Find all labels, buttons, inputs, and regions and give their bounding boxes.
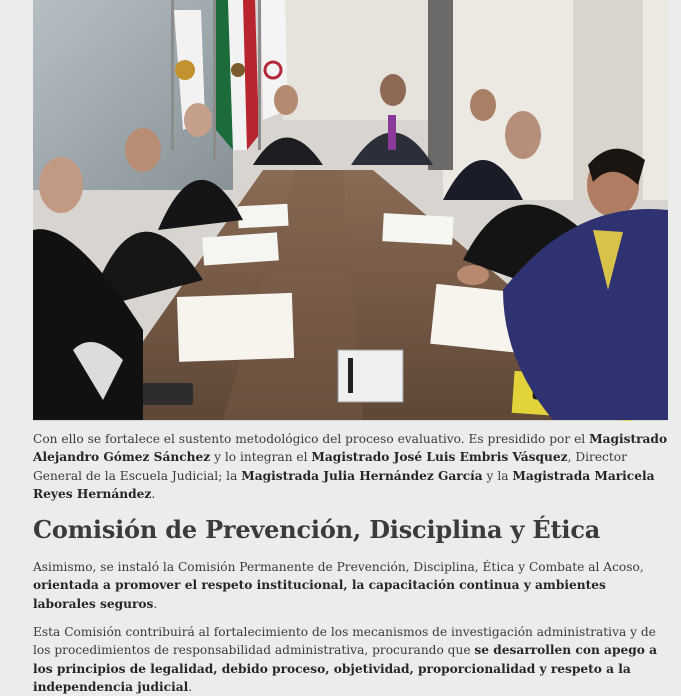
text-run: Asimismo, se instaló la Comisión Permanente de Prevención, Disciplina, Ética y Combate al Acoso,: [33, 560, 644, 575]
paragraph-commission-purpose: [33, 623, 668, 696]
article: [33, 0, 668, 696]
text-run: .: [153, 596, 158, 611]
bold-text-run: Magistrada Julia Hernández García: [241, 468, 483, 483]
text-run: y la: [482, 468, 513, 483]
text-run: .: [188, 679, 193, 694]
text-run: , Director General de la Escuela Judicial; la: [33, 450, 627, 483]
bold-text-run: Magistrado José Luis Embris Vásquez: [311, 450, 568, 465]
text-run: y lo integran el: [210, 450, 312, 465]
paragraph-committee-members: [33, 430, 668, 503]
paragraph-commission-installation: [33, 558, 668, 613]
article-photo: [33, 0, 668, 421]
bold-text-run: Magistrado Alejandro Gómez Sánchez: [33, 432, 668, 465]
text-run: Esta Comisión contribuirá al fortalecimiento de los mecanismos de investigación administrativa y de los procedimientos de responsabilidad administrativa, procurando que: [33, 625, 656, 658]
bold-text-run: Magistrada Maricela Reyes Hernández: [33, 468, 655, 501]
bold-text-run: orientada a promover el respeto institucional, la capacitación continua y ambientes laborales seguros: [33, 578, 606, 611]
meeting-photo-illustration: [33, 0, 668, 421]
bold-text-run: se desarrollen con apego a los principios de legalidad, debido proceso, objetividad, proporcionalidad y respeto a la independencia judicial: [33, 643, 658, 694]
section-heading: Comisión de Prevención, Disciplina y Ética: [33, 515, 601, 545]
text-run: Con ello se fortalece el sustento metodológico del proceso evaluativo. Es presidido por el: [33, 432, 590, 446]
text-run: .: [151, 486, 156, 501]
